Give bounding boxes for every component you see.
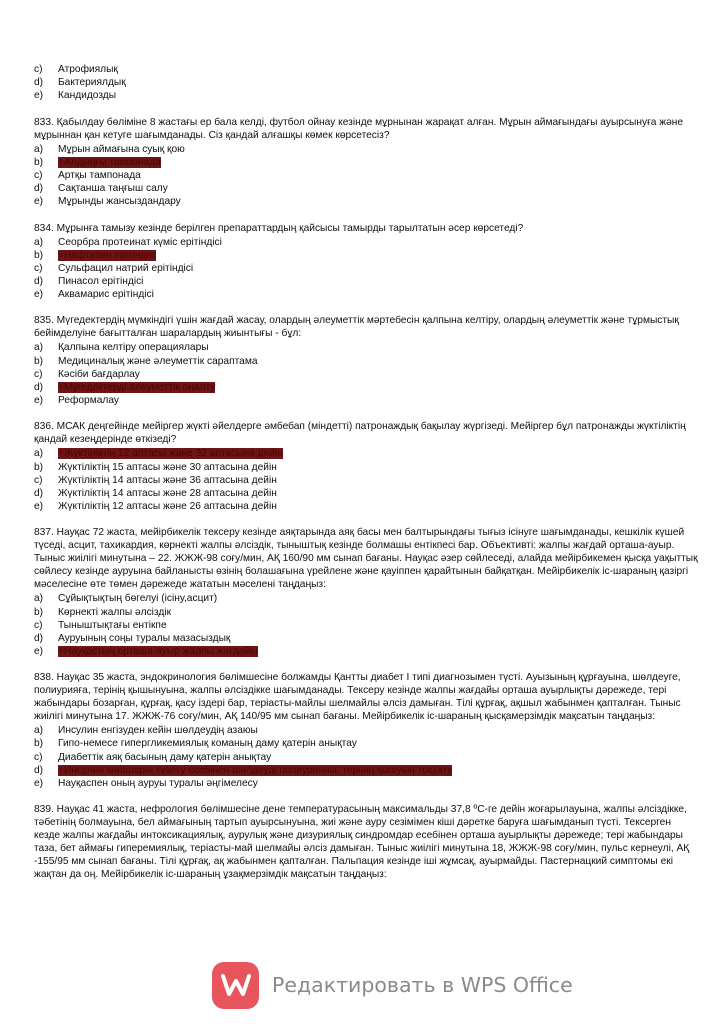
- question-839: [34, 803, 698, 881]
- option-letter: e): [34, 196, 44, 208]
- answer-option: [34, 76, 698, 89]
- answer-option: [34, 632, 698, 645]
- option-letter: b): [34, 249, 44, 261]
- option-text: Жүктіліктің 14 аптасы және 36 аптасына дейін: [58, 474, 277, 486]
- option-text: Жүктіліктің 12 аптасы және 26 аптасына дейін: [58, 501, 277, 513]
- question-text: 839. Науқас 41 жаста, нефрология бөлімшесіне дене температурасының максимальды 37,8 ºС-ге дейін жоғарылауына, жалпы әлсіздікке, тәбетінің болмауына, бел аймағының тартып ауырсынуына, жиі және ауру сезімімен кіші дәретке баруға шағымданып түсті. Тексерген кезде жалпы жағдайы интоксикациялық, аурулық және дизуриялық синдромдар есебінен орташа ауырлықты дәрежеде; тері жабындары таза, бет аймағы гиперемиялық, теріасты-май шелмайы әлсіз дамыған. Тыныс жиілігі минутына 18, ЖЖЖ-98 соғу/мин, пульс кернеулі, АҚ -155/95 мм сынап бағаны. Тілі құрғақ, ақ жабынмен қапталған. Пальпация кезінде іші жұмсақ, ауырмайды. Пастернацкий симптомы екі жақтан да оң. Мейірбикелік іс-шараның ұзақмерзімдік мақсатын таңдаңыз:: [34, 804, 690, 881]
- option-letter: c): [34, 64, 43, 75]
- answer-option: [34, 275, 698, 288]
- answer-option: [34, 500, 698, 513]
- question-838: [34, 671, 698, 790]
- answer-option: [34, 592, 698, 605]
- option-text: Науқаспен оның ауруы туралы әңгімелесу: [58, 778, 258, 789]
- option-letter: a): [34, 236, 44, 248]
- option-text: Мұрынды жансыздандару: [58, 196, 181, 208]
- answer-option: [34, 169, 698, 182]
- option-letter: c): [34, 751, 43, 763]
- option-letter: e): [34, 778, 44, 789]
- option-text: Ауруының соңы туралы мазасыздық: [58, 632, 231, 644]
- answer-option-correct: [34, 156, 698, 169]
- option-text: Гипо-немесе гипергликемиялық команың даму қатерін анықтау: [58, 738, 357, 750]
- option-text: Сұйықтықтың бөгелуі (ісіну,асцит): [58, 593, 218, 605]
- option-text: Медициналық және әлеуметтік сараптама: [58, 355, 258, 367]
- option-text: Мұрын аймағына суық қою: [58, 143, 185, 155]
- highlighted-answer: +Нафтизин ерітіндісі: [58, 249, 157, 261]
- document-page: [34, 63, 698, 882]
- option-letter: b): [34, 461, 44, 473]
- option-letter: b): [34, 738, 44, 750]
- option-letter: d): [34, 632, 44, 644]
- answer-option-correct: [34, 249, 698, 262]
- answer-option: [34, 195, 698, 208]
- question-text: 834. Мұрынға тамызу кезінде берілген препараттардың қайсысы тамырды тарылтатын әсер көрсетеді?: [34, 222, 524, 234]
- option-letter: e): [34, 395, 44, 407]
- answer-option: [34, 341, 698, 354]
- option-letter: a): [34, 342, 44, 354]
- option-letter: c): [34, 474, 43, 486]
- answer-option: [34, 777, 698, 790]
- option-letter: b): [34, 355, 44, 367]
- option-text: Сульфацил натрий ерітіндісі: [58, 262, 194, 274]
- option-letter: c): [34, 619, 43, 631]
- answer-option-correct: [34, 447, 698, 460]
- option-text: Реформалау: [58, 395, 119, 407]
- answer-option-correct: [34, 764, 698, 777]
- option-text: Инсулин енгізуден кейін шөлдеудің азаюы: [58, 725, 258, 737]
- option-letter: d): [34, 382, 44, 393]
- answer-option: [34, 288, 698, 301]
- option-letter: d): [34, 276, 44, 288]
- option-text: Тыныштықтағы ентікпе: [58, 619, 167, 631]
- option-letter: b): [34, 156, 44, 168]
- option-text: Аквамарис ерітіндісі: [58, 289, 154, 301]
- option-text: Көрнекті жалпы әлсіздік: [58, 606, 172, 618]
- wps-logo-icon[interactable]: [212, 962, 259, 1009]
- option-text: Бактериялдық: [58, 77, 126, 89]
- answer-option: [34, 619, 698, 632]
- highlighted-answer: +Науқастың орташа-ауыр жалпы жағдайы: [58, 646, 258, 658]
- option-letter: e): [34, 501, 44, 513]
- question-text: 835. Мүгедектердің мүмкіндігі үшін жағдай жасау, олардың әлеуметтік мәртебесін қалпына келтіру, олардың әлеуметтік және тұрмыстық бейімделуіне бағытталған шаралардың жиынтығы - бұл:: [34, 315, 679, 340]
- question-text: 838. Науқас 35 жаста, эндокринология бөлімшесіне болжамды Қантты диабет І типі диагнозымен түсті. Ауызының құрғауына, шөлдеуге, полиурияға, терінің қышынуына, жалпы әлсіздікке шағымданады. Тексеру кезінде жалпы жағдайы орташа ауырлықты дәрежеде, тері жабындары бозарған, құрғақ, қасу іздері бар, теріасты-майлы шелмайлы әлсіз дамыған. Тілі құрғақ, ақшыл жабынмен қапталған. Тыныс жиілігі минутына 17. ЖЖЖ-76 соғу/мин, АҚ 140/95 мм сынап бағаны. Мейірбикелік іс-шараның қысқамерзімдік мақсатын таңдаңыз:: [34, 672, 681, 723]
- option-letter: d): [34, 487, 44, 499]
- wps-edit-banner[interactable]: [212, 960, 573, 1010]
- answer-option: [34, 236, 698, 249]
- option-letter: e): [34, 646, 44, 658]
- answer-option: [34, 724, 698, 737]
- answer-option: [34, 606, 698, 619]
- wps-edit-label[interactable]: Редактировать в WPS Office: [272, 972, 573, 997]
- answer-option: [34, 474, 698, 487]
- answer-option: [34, 63, 698, 76]
- option-letter: c): [34, 262, 43, 274]
- question-833: [34, 116, 698, 209]
- option-letter: a): [34, 448, 44, 460]
- highlighted-answer: +Инсулин мөлшерін түзету есебінен шөлдеуді полиурияны, терінің қышуын тоқтату: [58, 764, 453, 776]
- option-letter: a): [34, 143, 44, 155]
- question-text: 836. МСАК деңгейінде мейіргер жүкті әйелдерге әмбебап (міндетті) патронаждық бақылау жүргізеді. Мейіргер бұл патронажды жүктіліктің қандай кезеңдерінде өткізеді?: [34, 421, 686, 446]
- highlighted-answer: +Мүгедектерді әлеуметтік оңалту: [58, 382, 216, 393]
- answer-option: [34, 182, 698, 195]
- option-text: Пинасол ерітіндісі: [58, 276, 144, 288]
- option-letter: c): [34, 169, 43, 181]
- highlighted-answer: +Жүктіліктің 12 аптасы және 32 аптасына дейін: [58, 448, 283, 460]
- question-834: [34, 222, 698, 302]
- answer-option: [34, 355, 698, 368]
- option-letter: a): [34, 593, 44, 605]
- answer-option: [34, 461, 698, 474]
- option-text: Диабеттік аяқ басының даму қатерін анықтау: [58, 751, 272, 763]
- answer-option: [34, 89, 698, 102]
- option-text: Жүктіліктің 14 аптасы және 28 аптасына дейін: [58, 487, 277, 499]
- question-836: [34, 420, 698, 513]
- option-text: Артқы тампонада: [58, 169, 141, 181]
- option-letter: d): [34, 183, 44, 195]
- option-text: Атрофиялық: [58, 64, 118, 75]
- option-text: Қалпына келтіру операциялары: [58, 342, 209, 354]
- option-letter: e): [34, 289, 44, 301]
- answer-option: [34, 143, 698, 156]
- answer-option: [34, 737, 698, 750]
- answer-option-correct: [34, 645, 698, 658]
- answer-option: [34, 262, 698, 275]
- answer-option: [34, 394, 698, 407]
- highlighted-answer: +Алдыңғы тампонада: [58, 156, 161, 168]
- previous-question-options: [34, 63, 698, 103]
- question-text: 833. Қабылдау бөліміне 8 жастағы ер бала келді, футбол ойнау кезінде мұрнынан жарақат алған. Мұрын аймағындағы ауырсынуға және мұрыннан қан кетуге шағымданады. Сіз қандай алғашқы көмек көрсетесіз?: [34, 116, 684, 141]
- option-text: Жүктіліктің 15 аптасы және 30 аптасына дейін: [58, 461, 277, 473]
- option-letter: e): [34, 90, 44, 102]
- option-text: Сеорбра протеинат күміс ерітіндісі: [58, 236, 222, 248]
- question-837: [34, 526, 698, 658]
- answer-option: [34, 487, 698, 500]
- answer-option: [34, 751, 698, 764]
- option-letter: a): [34, 725, 44, 737]
- answer-option-correct: [34, 381, 698, 394]
- wps-w-mark: [220, 972, 252, 998]
- option-text: Сақтанша таңғыш салу: [58, 183, 168, 195]
- option-text: Кандидозды: [58, 90, 117, 102]
- option-letter: c): [34, 368, 43, 380]
- option-letter: d): [34, 764, 44, 776]
- option-letter: d): [34, 77, 44, 89]
- option-text: Кәсіби бағдарлау: [58, 368, 140, 380]
- question-835: [34, 314, 698, 407]
- question-text: 837. Науқас 72 жаста, мейірбикелік тексеру кезінде аяқтарында аяқ басы мен балтырындағы тығыз ісінуге шағымданады, кешкілік күшей түседі, асцит, тахикардия, көрнекті жалпы әлсіздік, тыныштық кезінде болмашы ентікпесі бар. Объективті: жалпы жағдай орташа-ауыр. Тыныс жиілігі минутына – 22. ЖЖЖ-98 соғу/мин, АҚ 160/90 мм сынап бағаны. Науқас әзер сөйлеседі, алайда мейірбикемен қысқа уақыттық сөйлесу кезінде ауруына байланысты өзінің болашағына үрейлене және қауіппен қарайтынын байқатқан. Мейірбикелік іс-шараның қазіргі мәселесіне өте төмен дәрежеде жататын мәселені таңдаңыз:: [34, 527, 698, 591]
- option-letter: b): [34, 606, 44, 618]
- answer-option: [34, 368, 698, 381]
